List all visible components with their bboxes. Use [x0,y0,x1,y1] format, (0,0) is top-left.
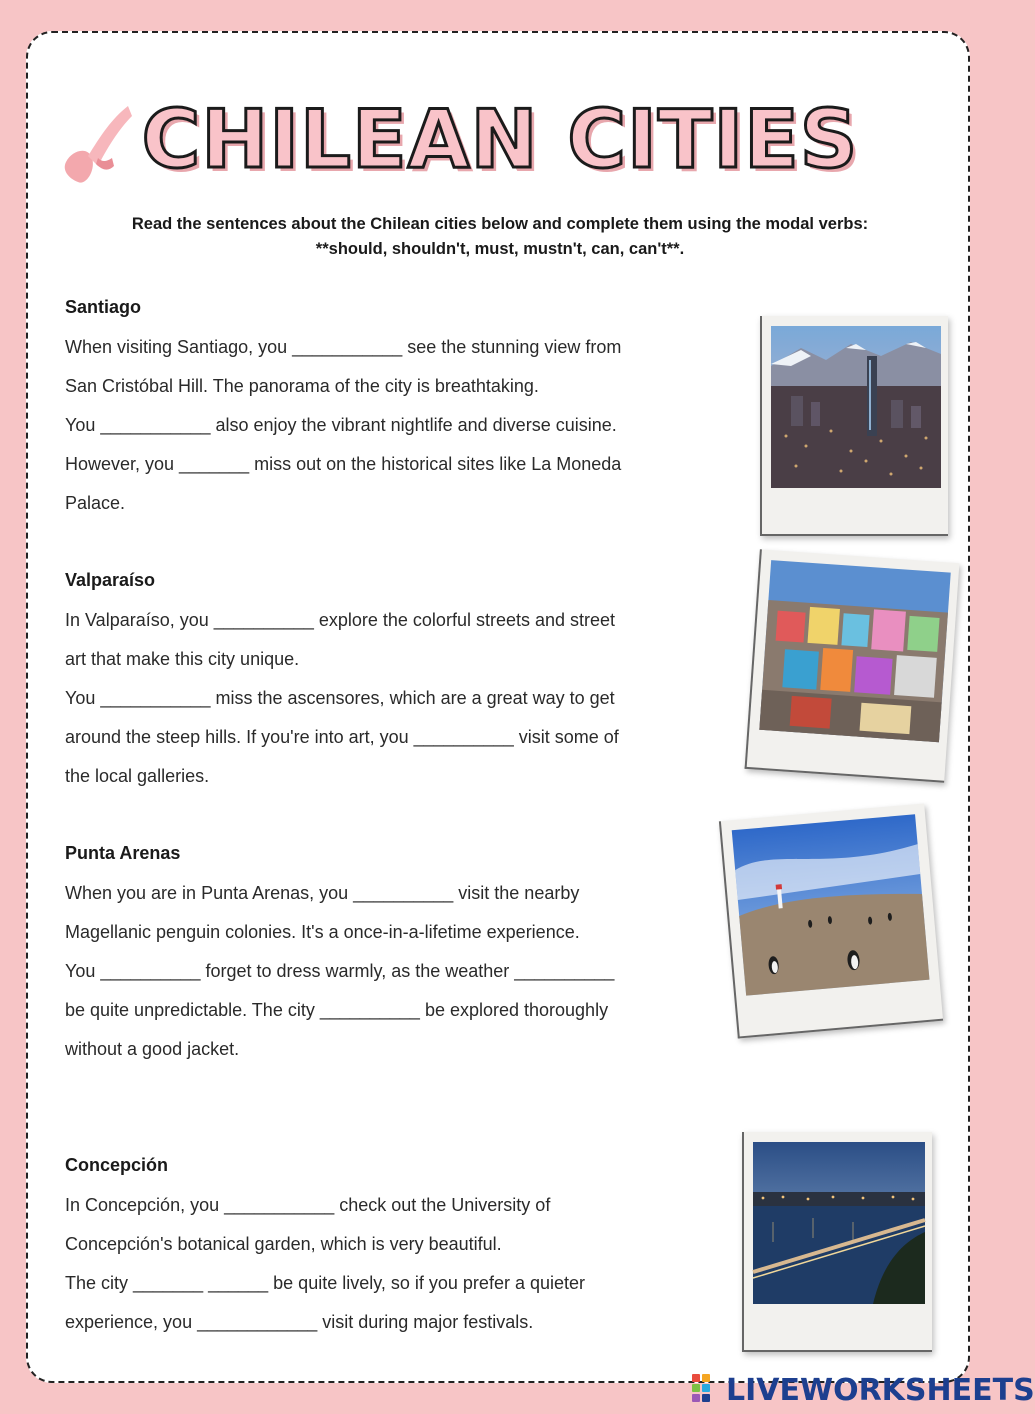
section-santiago [65,296,735,523]
section-concepcion [65,1154,735,1342]
city-heading-santiago: Santiago [65,297,142,317]
page-title: CHILEAN CITIES [141,93,859,186]
city-heading-concepcion: Concepción [65,1155,169,1175]
concepcion-bridge-image [753,1142,925,1304]
valparaiso-line-1: In Valparaíso, you __________ explore the colorful streets and street [65,610,616,630]
concepcion-line-1: In Concepción, you ___________ check out the University of [65,1195,551,1215]
concepcion-line-4: experience, you ____________ visit during major festivals. [65,1312,534,1332]
valparaiso-line-5: the local galleries. [65,766,210,786]
valparaiso-line-2: art that make this city unique. [65,649,300,669]
punta-arenas-line-1: When you are in Punta Arenas, you __________ visit the nearby [65,883,580,903]
valparaiso-line-3: You ___________ miss the ascensores, which are a great way to get [65,688,615,708]
punta-arenas-line-2: Magellanic penguin colonies. It's a once-in-a-lifetime experience. [65,922,580,942]
santiago-line-1: When visiting Santiago, you ___________ see the stunning view from [65,337,622,357]
city-heading-valparaiso: Valparaíso [65,570,156,590]
section-punta-arenas [65,842,735,1069]
photo-santiago [760,316,948,536]
city-heading-punta-arenas: Punta Arenas [65,843,181,863]
photo-valparaiso [745,549,960,782]
santiago-line-3: You ___________ also enjoy the vibrant nightlife and diverse cuisine. [65,415,617,435]
santiago-line-5: Palace. [65,493,126,513]
section-valparaiso [65,569,735,796]
liveworksheets-wordmark: LIVEWORKSHEETS [726,1373,1035,1408]
santiago-line-2: San Cristóbal Hill. The panorama of the city is breathtaking. [65,376,539,396]
santiago-skyline-image [771,326,941,488]
concepcion-line-3: The city _______ ______ be quite lively, so if you prefer a quieter [65,1273,585,1293]
photo-concepcion [742,1132,932,1352]
instructions: Read the sentences about the Chilean cities below and complete them using the modal verbs: **should, shouldn't, must, mustn't, can, can't**. [131,215,869,258]
valparaiso-houses-image [759,560,950,742]
punta-arenas-line-3: You __________ forget to dress warmly, as the weather __________ [65,961,615,981]
photo-punta-arenas [719,803,943,1038]
liveworksheets-live-icon [690,1372,720,1406]
punta-arenas-penguins-image [732,814,930,995]
concepcion-line-2: Concepción's botanical garden, which is very beautiful. [65,1234,502,1254]
valparaiso-line-4: around the steep hills. If you're into art, you __________ visit some of [65,727,619,747]
punta-arenas-line-5: without a good jacket. [65,1039,240,1059]
santiago-line-4: However, you _______ miss out on the historical sites like La Moneda [65,454,622,474]
liveworksheets-logo [690,1372,1035,1408]
punta-arenas-line-4: be quite unpredictable. The city __________ be explored thoroughly [65,1000,609,1020]
